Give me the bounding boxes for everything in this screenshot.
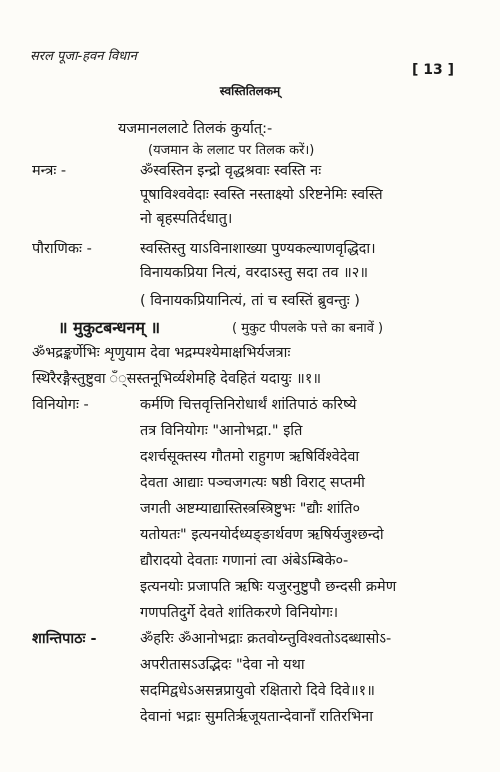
viniyoga-line-7: द्यौरादयो देवताः गणानां त्वा अंबेऽम्बिके०- [140, 553, 349, 569]
viniyoga-line-9: गणपतिदुर्गे देवते शांतिकरणे विनियोगः। [140, 605, 339, 621]
mantra-line-3: नो बृहस्पतिर्दधातु। [140, 211, 233, 227]
viniyoga-line-1: कर्मणि चित्तवृत्तिनिरोधार्थं शांतिपाठं करिष्ये [140, 397, 357, 413]
page-number: [ 13 ] [411, 62, 454, 78]
viniyoga-line-3: दशर्चसूक्तस्य गौतमो राहुगण ऋषिर्विश्वेदेवा [140, 449, 360, 465]
running-header: सरल पूजा-हवन विधान [30, 49, 137, 64]
shanti-label: शान्तिपाठः - [32, 631, 97, 647]
pauranika-label: पौराणिकः - [32, 241, 92, 257]
pauranika-line-3: ( विनायकप्रियानित्यं, तां च स्वस्तिं ब्रुवन्तुः ) [140, 293, 360, 309]
mantra-label: मन्त्रः - [32, 163, 67, 179]
viniyoga-label: विनियोगः - [32, 397, 89, 413]
mukuta-note: ( मुकुट पीपलके पत्ते का बनावें ) [232, 321, 384, 336]
viniyoga-line-6: यतोयतः" इत्यनयोर्दध्यङ्ङार्थवण ऋषिर्यजुश्छन्दो [140, 527, 384, 543]
viniyoga-line-5: जगती अष्टम्याद्यास्तिस्त्रस्त्रिष्टुभः "द्यौः शांति० [140, 501, 361, 517]
shanti-line-4: देवानां भद्राः सुमतिर्ऋजूयतान्देवानाँ रातिरभिना [140, 709, 373, 725]
viniyoga-line-2: तत्र विनियोगः "आनोभद्रा." इति [140, 423, 303, 439]
page-title: स्वस्तितिलकम् [219, 84, 281, 98]
mukuta-line-1: ॐभद्रङ्कर्णेभिः शृणुयाम देवा भद्रम्पश्येमाक्षभिर्यजत्राः [32, 345, 291, 361]
mantra-line-2: पूषाविश्ववेदाः स्वस्ति नस्ताक्ष्यो ऽरिष्टनेमिः स्वस्ति [140, 187, 383, 203]
mukuta-heading: ॥ मुकुटबन्धनम् ॥ [58, 318, 161, 337]
pauranika-line-1: स्वस्तिस्तु याऽविनाशाख्या पुण्यकल्याणवृद्धिदा। [140, 241, 376, 257]
mukuta-line-2: स्थिरैरङ्गैस्तुष्टुवा ँ्सस्तनूभिर्व्यशेमहि देवहितं यदायुः ॥१॥ [32, 371, 322, 387]
shanti-line-2: अपरीतासऽउद्भिदः "देवा नो यथा [140, 657, 305, 673]
viniyoga-line-8: इत्यनयोः प्रजापति ऋषिः यजुरनुष्टुपौ छन्दसी क्रमेण [140, 579, 397, 595]
intro-line-1: यजमानललाटे तिलकं कुर्यात्:- [118, 121, 273, 137]
mantra-line-1: ॐस्वस्तिन इन्द्रो वृद्धश्रवाः स्वस्ति नः [140, 163, 322, 179]
viniyoga-line-4: देवता आद्याः पञ्चजगत्यः षष्ठी विराट् सप्तमी [140, 475, 365, 491]
pauranika-line-2: विनायकप्रिया नित्यं, वरदाऽस्तु सदा तव ॥२॥ [140, 265, 369, 281]
intro-line-2: (यजमान के ललाट पर तिलक करें।) [148, 143, 315, 158]
shanti-line-1: ॐहरिः ॐआनोभद्राः क्रतवोय्न्तुविश्वतोऽदब्धासोऽ- [140, 631, 392, 647]
shanti-line-3: सदमिद्वधेऽअसन्नप्रायुवो रक्षितारो दिवे दिवे॥१॥ [140, 683, 375, 699]
